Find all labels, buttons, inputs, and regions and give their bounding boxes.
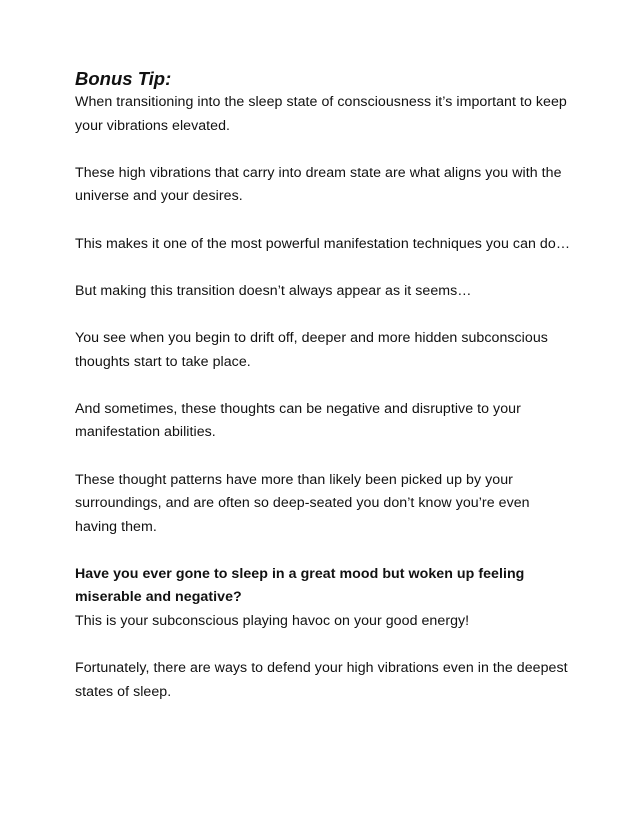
document-body [75,67,575,704]
paragraph-thought-patterns: These thought patterns have more than likely been picked up by your surroundings, and are often so deep-seated you don’t know you’re even having them. [75,471,530,535]
paragraph-high-vibrations: These high vibrations that carry into dream state are what aligns you with the universe and your desires. [75,164,562,205]
section-heading: Bonus Tip: [75,68,172,89]
paragraph-subconscious-thoughts: You see when you begin to drift off, deeper and more hidden subconscious thoughts start to take place. [75,329,548,370]
paragraph-transition-appearance: But making this transition doesn’t always appear as it seems… [75,282,472,299]
paragraph-question-followup: This is your subconscious playing havoc on your good energy! [75,613,470,630]
paragraph-negative-thoughts: And sometimes, these thoughts can be negative and disruptive to your manifestation abilities. [75,400,521,441]
paragraph-manifestation-technique: This makes it one of the most powerful manifestation techniques you can do… [75,235,571,252]
paragraph-closing: Fortunately, there are ways to defend your high vibrations even in the deepest states of sleep. [75,660,568,700]
bold-question: Have you ever gone to sleep in a great mood but woken up feeling miserable and negative? [75,565,525,606]
paragraph-sleep-transition: When transitioning into the sleep state of consciousness it’s important to keep your vibrations elevated. [75,94,567,134]
